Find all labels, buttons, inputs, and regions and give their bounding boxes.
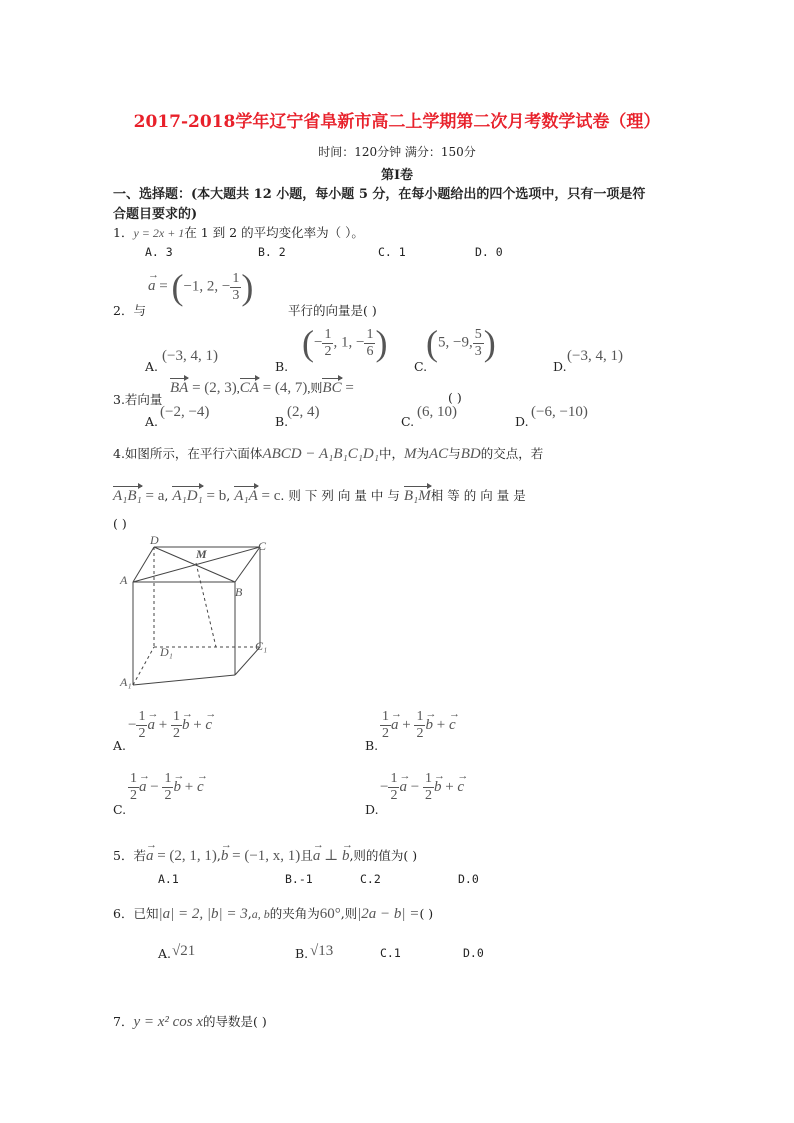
- q3-option-b-label: B.: [275, 414, 289, 429]
- q3-option-c: (6, 10): [417, 404, 457, 420]
- question-7: 7．y = x² cos x的导数是( ): [113, 1014, 267, 1030]
- q2-option-a-label: A.: [145, 359, 159, 374]
- part-heading: 第Ⅰ卷: [380, 168, 414, 183]
- q6-option-c: C.1: [380, 946, 401, 960]
- q2-option-b: (− $\frac{1}{2}$ , 1, − $\frac{1}{6}$ ): [302, 323, 388, 363]
- q6-option-a: √21: [172, 943, 196, 959]
- question-6: 6．已知|a| = 2, |b| = 3,a, b的夹角为60°,则|2a − b| =( ): [113, 906, 434, 922]
- q2-number: 2．与: [113, 303, 146, 318]
- q3-option-a-label: A.: [145, 414, 159, 429]
- q4-option-a: − $\frac{1}{2}$ → a + $\frac{1}{2}$ → b + → c: [128, 710, 212, 741]
- parallelepiped-figure: [112, 535, 282, 695]
- q4-option-a-label: A.: [113, 738, 127, 753]
- q2-vector-value: −1, 2, −: [183, 278, 231, 295]
- q6-option-d: D.0: [463, 946, 484, 960]
- q1-option-a: A. 3: [145, 245, 173, 259]
- q5-option-d: D.0: [458, 872, 479, 886]
- q2-option-c: (5, −9, $\frac{5}{3}$ ): [426, 323, 496, 363]
- q4-option-b: $\frac{1}{2}$ → a + $\frac{1}{2}$ → b + → c: [380, 710, 456, 741]
- q2-text: 平行的向量是( ): [288, 303, 377, 318]
- q1-option-d: D. 0: [475, 245, 503, 259]
- label-B: B: [235, 585, 243, 599]
- q2-vector: → a = (−1, 2, − $\frac{1}{3}$ ): [148, 266, 253, 308]
- q4-option-d-label: D.: [365, 802, 379, 817]
- label-C: C: [258, 539, 267, 553]
- q2-option-d-label: D.: [553, 359, 567, 374]
- q3-expression: BA = (2, 3),CA = (4, 7),则BC =: [170, 380, 354, 396]
- question-5: 5．若→ a = (2, 1, 1),→ b = (−1, x, 1)且→ a ⊥ → b,则的值为( ): [113, 846, 417, 865]
- section-heading-line2: 合题目要求的): [113, 207, 198, 222]
- q2-option-b-label: B.: [275, 359, 289, 374]
- label-D: D: [150, 533, 159, 547]
- q4-line2: A₁B₁ = a, A₁D₁ = b, A₁A = c.则下列向量中与B₁M相等的向量是: [113, 488, 530, 504]
- q1-text: 在 1 到 2 的平均变化率为（ ）。: [184, 225, 364, 240]
- question-1: [113, 223, 364, 241]
- q3-option-b: (2, 4): [287, 404, 320, 420]
- exam-info: 时间：120分钟 满分：150分: [318, 145, 476, 159]
- q3-option-c-label: C.: [401, 414, 415, 429]
- q4-option-b-label: B.: [365, 738, 379, 753]
- question-3: 3.若向量: [113, 392, 163, 407]
- q1-number: 1．: [113, 225, 134, 240]
- q4-line1: 4.如图所示，在平行六面体ABCD − A₁B₁C₁D₁中，M为AC与BD的交点，若: [113, 446, 544, 462]
- label-A1: A₁: [120, 675, 132, 689]
- q4-paren: ( ): [113, 516, 127, 531]
- q1-option-c: C. 1: [378, 245, 406, 259]
- q2-vector-name: → a: [148, 278, 156, 295]
- q1-expression: y = 2x + 1: [133, 226, 185, 240]
- q5-option-c: C.2: [360, 872, 381, 886]
- q1-option-b: B. 2: [258, 245, 286, 259]
- section-heading-line1: 一、选择题：(本大题共 12 小题，每小题 5 分，在每小题给出的四个选项中，只有一项是符: [113, 187, 646, 202]
- q2-option-d: (−3, 4, 1): [567, 348, 623, 364]
- exam-title: 2017-2018学年辽宁省阜新市高二上学期第二次月考数学试卷（理）: [133, 112, 661, 132]
- q3-option-a: (−2, −4): [160, 404, 210, 420]
- q6-option-b-label: B.: [295, 946, 309, 961]
- q4-option-d: − $\frac{1}{2}$ → a − $\frac{1}{2}$ → b + → c: [380, 772, 464, 803]
- q3-paren: ( ): [448, 390, 462, 405]
- q2-option-a: (−3, 4, 1): [162, 348, 218, 364]
- q6-option-a-label: A.: [158, 946, 172, 961]
- q4-option-c-label: C.: [113, 802, 127, 817]
- label-D1: D₁: [160, 645, 173, 659]
- q5-option-a: A.1: [158, 872, 179, 886]
- q4-option-c: $\frac{1}{2}$ → a − $\frac{1}{2}$ → b + → c: [128, 772, 204, 803]
- label-M: M: [196, 547, 207, 561]
- q3-option-d: (−6, −10): [531, 404, 588, 420]
- label-A: A: [120, 573, 128, 587]
- q5-option-b: B.-1: [285, 872, 313, 886]
- q3-option-d-label: D.: [515, 414, 529, 429]
- label-C1: C₁: [255, 639, 268, 653]
- q2-option-c-label: C.: [414, 359, 428, 374]
- q6-option-b: √13: [310, 943, 334, 959]
